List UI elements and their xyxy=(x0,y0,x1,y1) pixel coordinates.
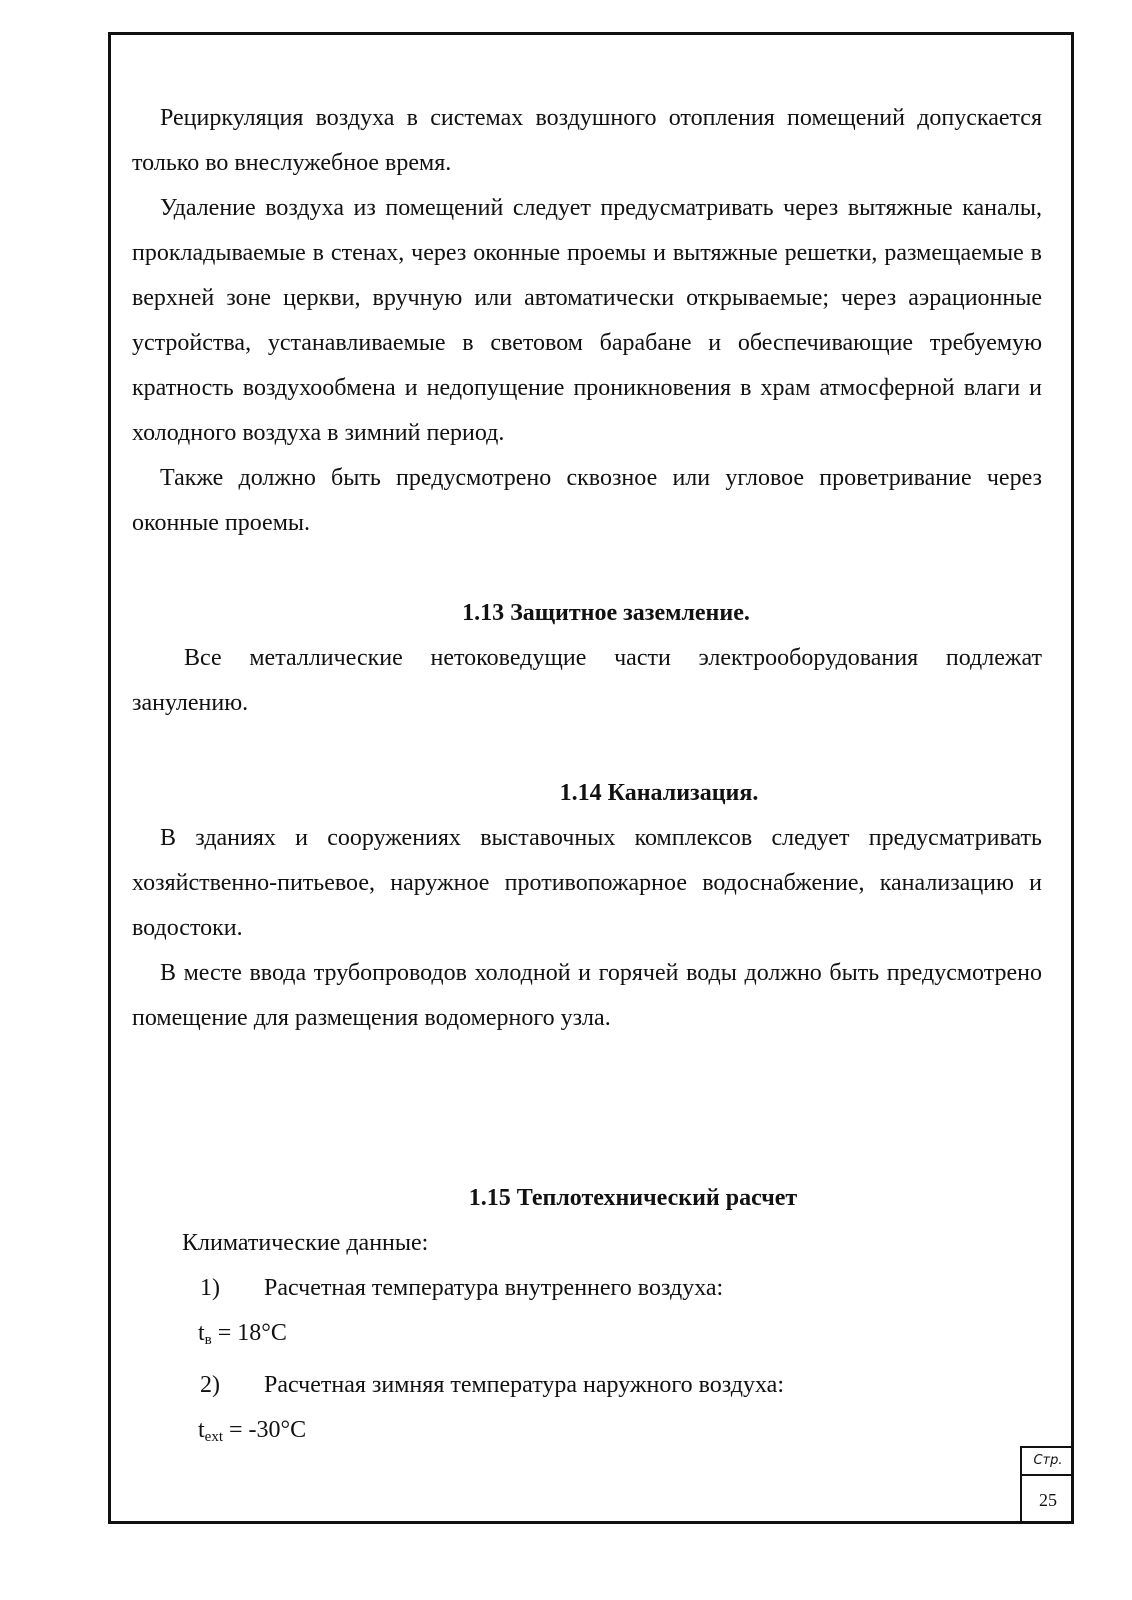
page-number: 25 xyxy=(1039,1490,1057,1510)
formula-value: = 18°C xyxy=(211,1320,287,1346)
paragraph-recirculation: Рециркуляция воздуха в системах воздушного отопления помещений допускается только во внеслужебное время. xyxy=(132,105,1042,176)
list-item xyxy=(132,1363,1042,1408)
paragraph-grounding: Все металлические нетоковедущие части электрооборудования подлежат занулению. xyxy=(132,645,1042,716)
formula-symbol: t xyxy=(198,1417,205,1443)
page-stamp xyxy=(1020,1446,1074,1524)
section-heading-thermal-calc: 1.15 Теплотехнический расчет xyxy=(468,1185,798,1211)
list-item xyxy=(132,1266,1042,1311)
formula-subscript: ext xyxy=(204,1429,223,1445)
list-item-text: Расчетная зимняя температура наружного воздуха: xyxy=(264,1372,784,1398)
paragraph-water-meter: В месте ввода трубопроводов холодной и горячей воды должно быть предусмотрено помещение для размещения водомерного узла. xyxy=(132,960,1042,1031)
list-item-number: 1) xyxy=(200,1275,220,1301)
formula-inner-temperature xyxy=(132,1311,1042,1363)
section-heading-sewerage: 1.14 Канализация. xyxy=(559,780,759,806)
document-body xyxy=(132,96,1042,1460)
paragraph-ventilation: Также должно быть предусмотрено сквозное или угловое проветривание через оконные проемы. xyxy=(132,465,1042,536)
formula-value: = -30°C xyxy=(223,1417,307,1443)
formula-subscript: в xyxy=(204,1332,212,1348)
paragraph-air-removal: Удаление воздуха из помещений следует предусматривать через вытяжные каналы, прокладываемые в стенах, через оконные проемы и вытяжные решетки, размещаемые в верхней зоне церкви, вручную или автоматически открываемые; через аэрационные устройства, устанавливаемые в световом барабане и обеспечивающие требуемую кратность воздухообмена и недопущение проникновения в храм атмосферной влаги и холодного воздуха в зимний период. xyxy=(132,195,1042,446)
list-item-text: Расчетная температура внутреннего воздуха: xyxy=(264,1275,724,1301)
formula-outer-temperature xyxy=(132,1408,1042,1460)
paragraph-water-supply: В зданиях и сооружениях выставочных комплексов следует предусматривать хозяйственно-питьевое, наружное противопожарное водоснабжение, канализацию и водостоки. xyxy=(132,825,1042,941)
climate-data-label: Климатические данные: xyxy=(182,1230,429,1256)
stamp-label: Стр. xyxy=(1022,1448,1074,1476)
list-item-number: 2) xyxy=(200,1372,220,1398)
section-heading-grounding: 1.13 Защитное заземление. xyxy=(462,600,750,626)
formula-symbol: t xyxy=(198,1320,205,1346)
